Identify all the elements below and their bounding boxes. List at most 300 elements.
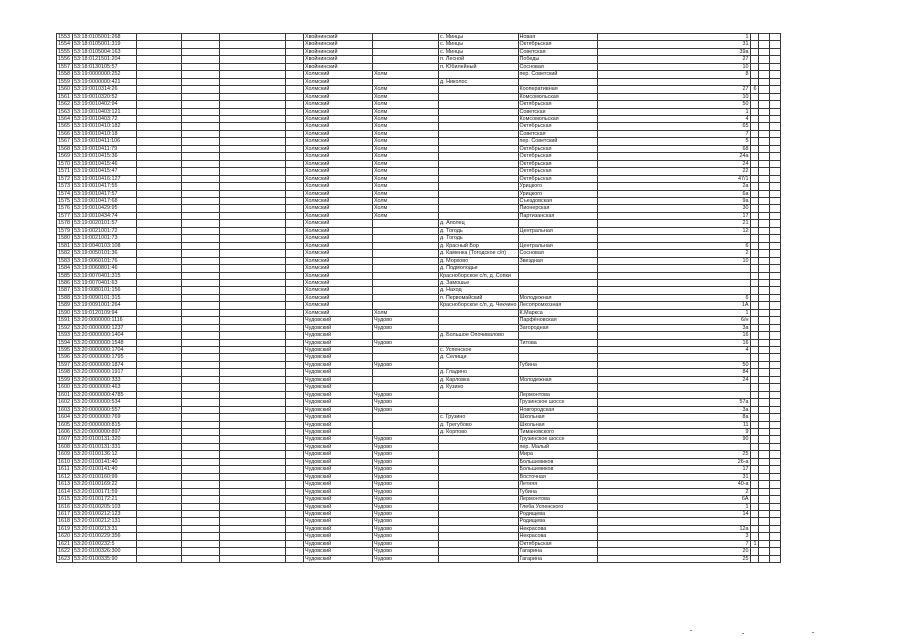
empty-cell: [769, 138, 780, 145]
empty-cell: [769, 540, 780, 547]
empty-cell: [286, 183, 304, 190]
empty-cell: [137, 518, 182, 525]
empty-cell: [182, 48, 220, 55]
table-row: [57, 429, 781, 436]
locality-cell: [439, 205, 519, 212]
empty-cell: [220, 78, 286, 85]
empty-cell: [769, 309, 780, 316]
empty-cell: [220, 429, 286, 436]
empty-cell: [220, 220, 286, 227]
empty-cell: [286, 190, 304, 197]
empty-cell: [137, 302, 182, 309]
table-row: [57, 511, 781, 518]
table-row: [57, 451, 781, 458]
locality-cell: [439, 86, 519, 93]
empty-cell: [137, 309, 182, 316]
street-cell: Октябрьская: [518, 101, 597, 108]
district-cell: Чудовский: [304, 540, 373, 547]
empty-cell: [769, 190, 780, 197]
settlement-cell: Холм: [373, 212, 439, 219]
empty-cell: [758, 63, 769, 70]
table-row: [57, 466, 781, 473]
cadastral-number: 53:20:0000000:4785: [73, 391, 137, 398]
district-cell: Хвойнинский: [304, 56, 373, 63]
locality-cell: д. Карловка: [439, 376, 519, 383]
house-number-cell: [597, 78, 750, 85]
empty-cell: [182, 205, 220, 212]
empty-cell: [137, 41, 182, 48]
empty-cell: [286, 496, 304, 503]
empty-cell: [137, 488, 182, 495]
house-number-cell: 3: [597, 533, 750, 540]
street-cell: Лермонтова: [518, 391, 597, 398]
empty-cell: [286, 451, 304, 458]
apartment-cell: [750, 376, 758, 383]
empty-cell: [182, 168, 220, 175]
district-cell: Холмский: [304, 302, 373, 309]
table-row: [57, 294, 781, 301]
empty-cell: [758, 518, 769, 525]
cadastral-number: 53:20:0000000:534: [73, 399, 137, 406]
cadastral-number: 53:19:0010434:74: [73, 212, 137, 219]
empty-cell: [286, 466, 304, 473]
empty-cell: [758, 324, 769, 331]
house-number-cell: 68: [597, 145, 750, 152]
house-number-cell: 57а: [597, 399, 750, 406]
empty-cell: [137, 48, 182, 55]
locality-cell: [439, 71, 519, 78]
house-number-cell: 1: [597, 34, 750, 41]
cadastral-number: 53:19:0120109:94: [73, 309, 137, 316]
table-row: [57, 287, 781, 294]
empty-cell: [182, 250, 220, 257]
empty-cell: [137, 227, 182, 234]
district-cell: Холмский: [304, 153, 373, 160]
street-cell: Молодежная: [518, 294, 597, 301]
district-cell: Чудовский: [304, 384, 373, 391]
row-number: 1572: [57, 175, 73, 182]
empty-cell: [220, 279, 286, 286]
empty-cell: [769, 71, 780, 78]
district-cell: Чудовский: [304, 496, 373, 503]
empty-cell: [220, 347, 286, 354]
empty-cell: [286, 525, 304, 532]
empty-cell: [286, 168, 304, 175]
empty-cell: [137, 458, 182, 465]
house-number-cell: 4: [597, 115, 750, 122]
settlement-cell: Холм: [373, 205, 439, 212]
empty-cell: [769, 34, 780, 41]
empty-cell: [182, 63, 220, 70]
apartment-cell: [750, 272, 758, 279]
row-number: 1591: [57, 317, 73, 324]
empty-cell: [758, 279, 769, 286]
street-cell: Звездная: [518, 257, 597, 264]
settlement-cell: Чудово: [373, 518, 439, 525]
street-cell: [518, 78, 597, 85]
empty-cell: [769, 511, 780, 518]
locality-cell: [439, 466, 519, 473]
empty-cell: [182, 399, 220, 406]
house-number-cell: 84: [597, 369, 750, 376]
table-row: [57, 279, 781, 286]
scan-speck: [742, 633, 744, 634]
empty-cell: [769, 466, 780, 473]
empty-cell: [769, 525, 780, 532]
street-cell: Молодежная: [518, 376, 597, 383]
empty-cell: [286, 339, 304, 346]
row-number: 1623: [57, 555, 73, 562]
locality-cell: д. Гладино: [439, 369, 519, 376]
street-cell: Советская: [518, 108, 597, 115]
cadastral-number: 53:18:0105004:163: [73, 48, 137, 55]
apartment-cell: [750, 429, 758, 436]
settlement-cell: Чудово: [373, 525, 439, 532]
scan-speck: [690, 630, 692, 631]
apartment-cell: [750, 503, 758, 510]
district-cell: Чудовский: [304, 369, 373, 376]
settlement-cell: [373, 48, 439, 55]
empty-cell: [286, 384, 304, 391]
house-number-cell: 3а: [597, 406, 750, 413]
empty-cell: [137, 436, 182, 443]
table-row: [57, 540, 781, 547]
empty-cell: [769, 78, 780, 85]
district-cell: Холмский: [304, 250, 373, 257]
table-row: [57, 93, 781, 100]
locality-cell: д. Аполец: [439, 220, 519, 227]
street-cell: Школьная: [518, 421, 597, 428]
row-number: 1583: [57, 257, 73, 264]
empty-cell: [286, 56, 304, 63]
row-number: 1569: [57, 153, 73, 160]
settlement-cell: Холм: [373, 153, 439, 160]
cadastral-number: 53:19:0091001:264: [73, 302, 137, 309]
empty-cell: [137, 272, 182, 279]
empty-cell: [182, 406, 220, 413]
empty-cell: [758, 108, 769, 115]
empty-cell: [758, 41, 769, 48]
cadastral-number: 53:20:0000000:1704: [73, 347, 137, 354]
empty-cell: [758, 197, 769, 204]
house-number-cell: 6а: [597, 190, 750, 197]
table-row: [57, 197, 781, 204]
locality-cell: д. Подмолодье: [439, 265, 519, 272]
empty-cell: [220, 376, 286, 383]
empty-cell: [182, 540, 220, 547]
row-number: 1581: [57, 242, 73, 249]
empty-cell: [758, 101, 769, 108]
apartment-cell: [750, 391, 758, 398]
empty-cell: [182, 309, 220, 316]
empty-cell: [758, 391, 769, 398]
street-cell: Родищева: [518, 511, 597, 518]
cadastral-number: 53:19:0010403:72: [73, 115, 137, 122]
empty-cell: [182, 287, 220, 294]
street-cell: Восточная: [518, 473, 597, 480]
locality-cell: [439, 488, 519, 495]
apartment-cell: [750, 466, 758, 473]
apartment-cell: [750, 354, 758, 361]
street-cell: Октябрьская: [518, 41, 597, 48]
table-row: [57, 347, 781, 354]
table-row: [57, 108, 781, 115]
district-cell: Холмский: [304, 101, 373, 108]
street-cell: Комсомольская: [518, 93, 597, 100]
empty-cell: [758, 123, 769, 130]
locality-cell: [439, 212, 519, 219]
empty-cell: [769, 555, 780, 562]
street-cell: [518, 332, 597, 339]
table-row: [57, 302, 781, 309]
empty-cell: [137, 205, 182, 212]
empty-cell: [220, 473, 286, 480]
settlement-cell: [373, 429, 439, 436]
house-number-cell: 5: [597, 138, 750, 145]
empty-cell: [286, 101, 304, 108]
empty-cell: [758, 525, 769, 532]
empty-cell: [220, 533, 286, 540]
table-row: [57, 71, 781, 78]
empty-cell: [758, 376, 769, 383]
apartment-cell: [750, 287, 758, 294]
apartment-cell: [750, 421, 758, 428]
empty-cell: [137, 421, 182, 428]
table-row: [57, 354, 781, 361]
empty-cell: [758, 265, 769, 272]
district-cell: Чудовский: [304, 488, 373, 495]
house-number-cell: 4: [597, 347, 750, 354]
apartment-cell: [750, 145, 758, 152]
empty-cell: [137, 265, 182, 272]
empty-cell: [137, 160, 182, 167]
empty-cell: [769, 56, 780, 63]
cadastral-number: 53:19:0010402:94: [73, 101, 137, 108]
house-number-cell: 65: [597, 123, 750, 130]
cadastral-number: 53:19:0010417:68: [73, 197, 137, 204]
empty-cell: [769, 93, 780, 100]
empty-cell: [182, 511, 220, 518]
empty-cell: [137, 481, 182, 488]
empty-cell: [286, 86, 304, 93]
empty-cell: [182, 212, 220, 219]
empty-cell: [182, 488, 220, 495]
street-cell: [518, 279, 597, 286]
empty-cell: [182, 339, 220, 346]
row-number: 1559: [57, 78, 73, 85]
row-number: 1614: [57, 488, 73, 495]
row-number: 1609: [57, 451, 73, 458]
cadastral-number: 53:19:0070401:63: [73, 279, 137, 286]
street-cell: Большевиков: [518, 458, 597, 465]
street-cell: пер. Советский: [518, 71, 597, 78]
empty-cell: [182, 376, 220, 383]
house-number-cell: 14: [597, 511, 750, 518]
empty-cell: [182, 153, 220, 160]
settlement-cell: Чудово: [373, 391, 439, 398]
empty-cell: [220, 265, 286, 272]
cadastral-number: 53:20:0100335:90: [73, 555, 137, 562]
settlement-cell: [373, 376, 439, 383]
district-cell: Холмский: [304, 123, 373, 130]
empty-cell: [286, 287, 304, 294]
street-cell: Октябрьская: [518, 145, 597, 152]
empty-cell: [286, 71, 304, 78]
empty-cell: [286, 235, 304, 242]
empty-cell: [758, 34, 769, 41]
row-number: 1619: [57, 525, 73, 532]
empty-cell: [182, 190, 220, 197]
empty-cell: [137, 71, 182, 78]
cadastral-number: 53:20:0100131:331: [73, 443, 137, 450]
district-cell: Чудовский: [304, 414, 373, 421]
empty-cell: [286, 533, 304, 540]
settlement-cell: [373, 302, 439, 309]
empty-cell: [220, 525, 286, 532]
empty-cell: [286, 212, 304, 219]
empty-cell: [137, 414, 182, 421]
empty-cell: [286, 458, 304, 465]
empty-cell: [286, 197, 304, 204]
table-row: [57, 190, 781, 197]
empty-cell: [286, 540, 304, 547]
empty-cell: [220, 391, 286, 398]
empty-cell: [182, 220, 220, 227]
empty-cell: [220, 488, 286, 495]
locality-cell: п. Лесной: [439, 56, 519, 63]
settlement-cell: Чудово: [373, 451, 439, 458]
empty-cell: [182, 429, 220, 436]
empty-cell: [286, 250, 304, 257]
cadastral-number: 53:19:0050101:36: [73, 250, 137, 257]
locality-cell: [439, 540, 519, 547]
empty-cell: [286, 309, 304, 316]
district-cell: Чудовский: [304, 458, 373, 465]
empty-cell: [137, 78, 182, 85]
locality-cell: [439, 481, 519, 488]
empty-cell: [137, 138, 182, 145]
house-number-cell: 10: [597, 63, 750, 70]
locality-cell: с. Успенское: [439, 347, 519, 354]
empty-cell: [769, 376, 780, 383]
empty-cell: [137, 168, 182, 175]
street-cell: [518, 354, 597, 361]
district-cell: Холмский: [304, 145, 373, 152]
street-cell: Центральная: [518, 227, 597, 234]
district-cell: Холмский: [304, 93, 373, 100]
table-row: [57, 458, 781, 465]
locality-cell: д. Тогодь: [439, 227, 519, 234]
apartment-cell: [750, 108, 758, 115]
locality-cell: с. Минцы: [439, 41, 519, 48]
district-cell: Холмский: [304, 190, 373, 197]
street-cell: Большевиков: [518, 466, 597, 473]
empty-cell: [769, 272, 780, 279]
street-cell: Грузинское шоссе: [518, 399, 597, 406]
settlement-cell: Чудово: [373, 488, 439, 495]
empty-cell: [286, 205, 304, 212]
empty-cell: [220, 272, 286, 279]
house-number-cell: 90: [597, 436, 750, 443]
apartment-cell: [750, 130, 758, 137]
empty-cell: [769, 197, 780, 204]
district-cell: Чудовский: [304, 503, 373, 510]
empty-cell: [182, 183, 220, 190]
locality-cell: [439, 451, 519, 458]
table-row: [57, 235, 781, 242]
cadastral-number: 53:20:0000000:1404: [73, 332, 137, 339]
settlement-cell: Холм: [373, 168, 439, 175]
district-cell: Холмский: [304, 294, 373, 301]
table-row: [57, 361, 781, 368]
empty-cell: [769, 153, 780, 160]
district-cell: Холмский: [304, 287, 373, 294]
apartment-cell: [750, 324, 758, 331]
cadastral-number: 53:19:0010416:127: [73, 175, 137, 182]
empty-cell: [286, 257, 304, 264]
apartment-cell: [750, 168, 758, 175]
apartment-cell: [750, 488, 758, 495]
street-cell: Кооперативная: [518, 86, 597, 93]
locality-cell: [439, 153, 519, 160]
table-row: [57, 555, 781, 562]
cadastral-number: 53:20:0000000:897: [73, 429, 137, 436]
empty-cell: [769, 332, 780, 339]
empty-cell: [286, 503, 304, 510]
house-number-cell: 9а: [597, 197, 750, 204]
empty-cell: [758, 115, 769, 122]
locality-cell: [439, 503, 519, 510]
empty-cell: [769, 235, 780, 242]
empty-cell: [182, 503, 220, 510]
empty-cell: [182, 354, 220, 361]
empty-cell: [220, 324, 286, 331]
cadastral-number: 53:19:0010415:47: [73, 168, 137, 175]
settlement-cell: [373, 63, 439, 70]
empty-cell: [286, 130, 304, 137]
settlement-cell: Холм: [373, 197, 439, 204]
empty-cell: [220, 339, 286, 346]
street-cell: Пионерская: [518, 205, 597, 212]
apartment-cell: [750, 361, 758, 368]
district-cell: Чудовский: [304, 347, 373, 354]
empty-cell: [286, 220, 304, 227]
settlement-cell: Чудово: [373, 458, 439, 465]
settlement-cell: Холм: [373, 138, 439, 145]
empty-cell: [220, 115, 286, 122]
settlement-cell: Чудово: [373, 399, 439, 406]
street-cell: [518, 287, 597, 294]
row-number: 1593: [57, 332, 73, 339]
cadastral-number: 53:20:0100205:103: [73, 503, 137, 510]
house-number-cell: 50: [597, 361, 750, 368]
apartment-cell: [750, 56, 758, 63]
house-number-cell: 16: [597, 339, 750, 346]
row-number: 1621: [57, 540, 73, 547]
empty-cell: [758, 399, 769, 406]
street-cell: Урицкого: [518, 190, 597, 197]
district-cell: Холмский: [304, 86, 373, 93]
cadastral-number: 53:18:0130105:57: [73, 63, 137, 70]
empty-cell: [220, 458, 286, 465]
empty-cell: [758, 481, 769, 488]
street-cell: Партизанская: [518, 212, 597, 219]
empty-cell: [769, 183, 780, 190]
empty-cell: [137, 496, 182, 503]
row-number: 1565: [57, 123, 73, 130]
district-cell: Чудовский: [304, 443, 373, 450]
cadastral-number: 53:20:0100160:99: [73, 473, 137, 480]
